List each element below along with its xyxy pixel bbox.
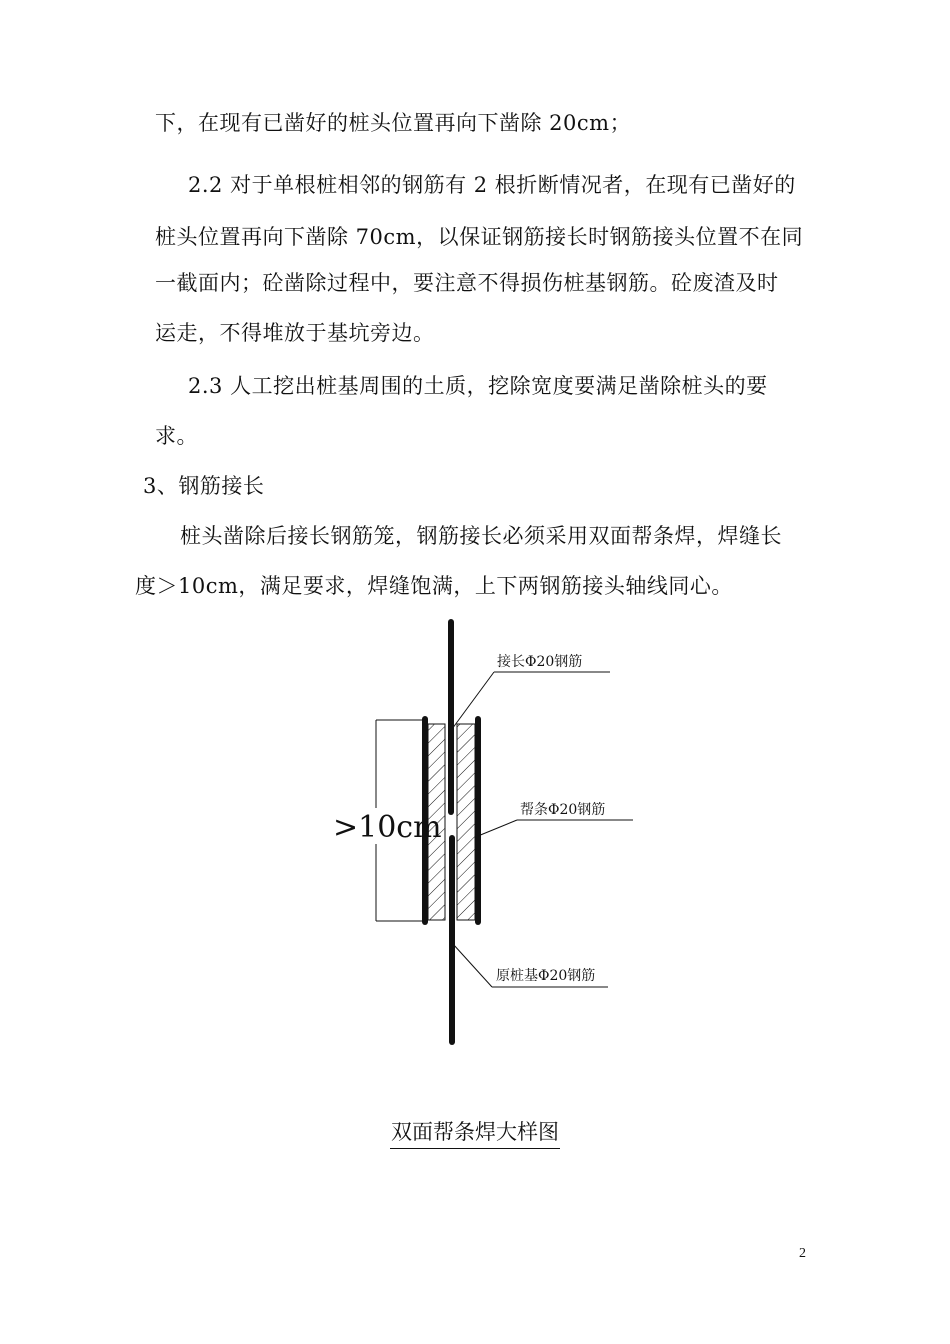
paragraph-line-7: 求。 bbox=[155, 424, 198, 448]
label-original-bar: 原桩基Φ20钢筋 bbox=[496, 968, 596, 984]
leader-top bbox=[452, 672, 494, 729]
paragraph-line-1: 下，在现有已凿好的桩头位置再向下凿除 20cm； bbox=[155, 111, 632, 135]
paragraph-line-2: 2.2 对于单根桩相邻的钢筋有 2 根折断情况者，在现有已凿好的 bbox=[188, 173, 796, 197]
paragraph-line-6: 2.3 人工挖出桩基周围的土质，挖除宽度要满足凿除桩头的要 bbox=[188, 374, 768, 398]
leader-mid bbox=[478, 820, 517, 836]
leader-bottom bbox=[453, 944, 492, 987]
label-splice-bar: 帮条Φ20钢筋 bbox=[520, 802, 606, 818]
page-number: 2 bbox=[799, 1246, 806, 1261]
paragraph-line-10: 度＞10cm，满足要求，焊缝饱满，上下两钢筋接头轴线同心。 bbox=[135, 574, 733, 598]
figure-caption bbox=[0, 1117, 950, 1149]
paragraph-line-4: 一截面内；砼凿除过程中，要注意不得损伤桩基钢筋。砼废渣及时 bbox=[155, 271, 779, 295]
figure-caption-text: 双面帮条焊大样图 bbox=[390, 1117, 560, 1149]
paragraph-line-5: 运走，不得堆放于基坑旁边。 bbox=[155, 321, 435, 345]
paragraph-line-9: 桩头凿除后接长钢筋笼，钢筋接长必须采用双面帮条焊，焊缝长 bbox=[180, 524, 782, 548]
label-extension-bar: 接长Φ20钢筋 bbox=[497, 654, 583, 670]
dimension-label: >10cm bbox=[333, 810, 442, 845]
weld-hatch-right bbox=[457, 724, 475, 920]
section-heading: 3、钢筋接长 bbox=[143, 474, 265, 498]
paragraph-line-3: 桩头位置再向下凿除 70cm，以保证钢筋接长时钢筋接头位置不在同 bbox=[155, 225, 804, 249]
